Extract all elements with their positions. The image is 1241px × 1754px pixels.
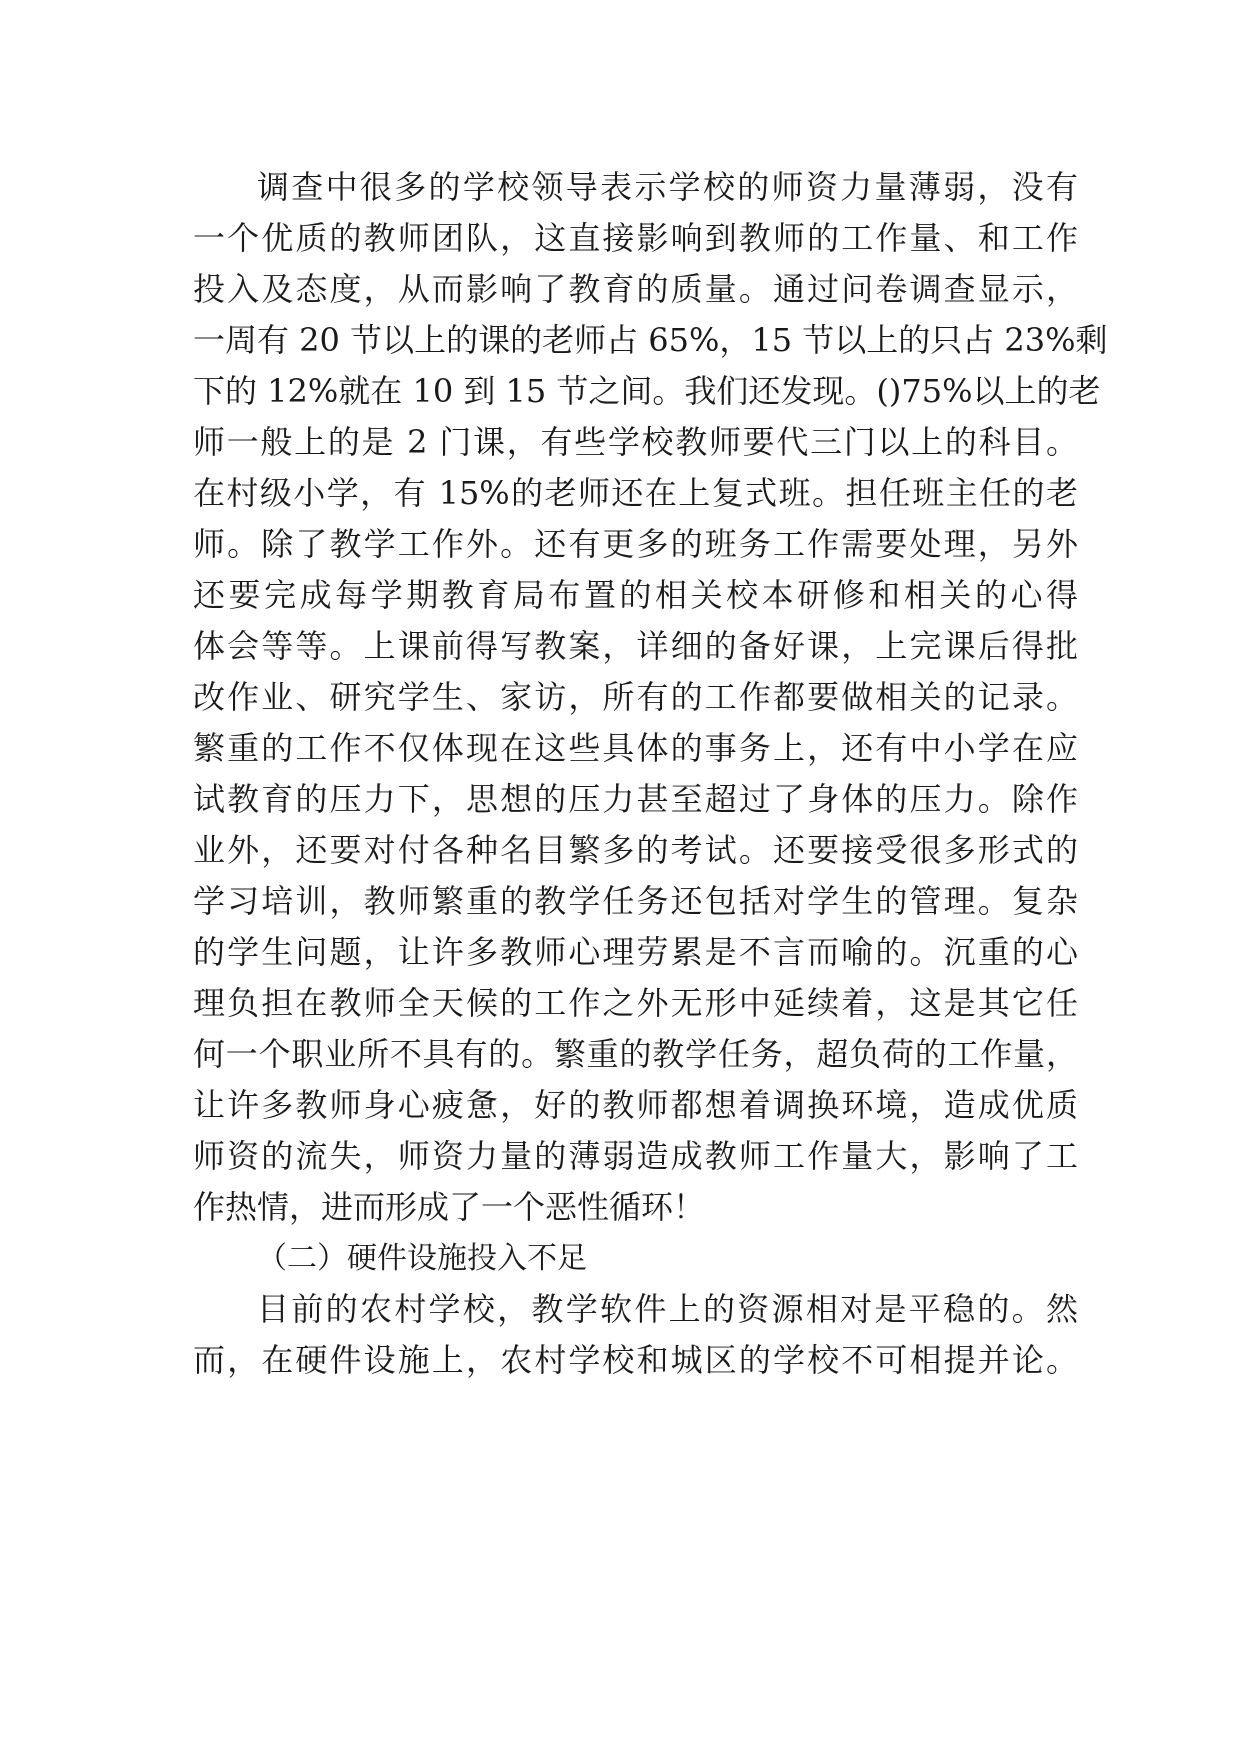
paragraph-line: 而，在硬件设施上，农村学校和城区的学校不可相提并论。 (193, 1341, 1078, 1379)
paragraph-line: 还要完成每学期教育局布置的相关校本研修和相关的心得 (193, 576, 1078, 614)
paragraph-line: 的学生问题，让许多教师心理劳累是不言而喻的。沉重的心 (193, 933, 1078, 971)
paragraph-line: 业外，还要对付各种名目繁多的考试。还要接受很多形式的 (193, 831, 1078, 869)
paragraph-line: 一个优质的教师团队，这直接影响到教师的工作量、和工作 (193, 219, 1078, 257)
paragraph-line: 理负担在教师全天候的工作之外无形中延续着，这是其它任 (193, 984, 1078, 1022)
paragraph-line: 改作业、研究学生、家访，所有的工作都要做相关的记录。 (193, 678, 1078, 716)
paragraph-line: 何一个职业所不具有的。繁重的教学任务，超负荷的工作量， (193, 1035, 1078, 1073)
paragraph-line: 在村级小学，有 15%的老师还在上复式班。担任班主任的老 (193, 474, 1078, 512)
paragraph-line: 繁重的工作不仅体现在这些具体的事务上，还有中小学在应 (193, 729, 1078, 767)
paragraph-line: 下的 12%就在 10 到 15 节之间。我们还发现。()75%以上的老 (193, 372, 1101, 410)
paragraph-line: 学习培训，教师繁重的教学任务还包括对学生的管理。复杂 (193, 882, 1078, 920)
paragraph-line: 体会等等。上课前得写教案，详细的备好课，上完课后得批 (193, 627, 1078, 665)
paragraph-line: 师资的流失，师资力量的薄弱造成教师工作量大，影响了工 (193, 1137, 1078, 1175)
paragraph-line: 作热情，进而形成了一个恶性循环！ (193, 1188, 706, 1226)
paragraph-line: 师一般上的是 2 门课，有些学校教师要代三门以上的科目。 (193, 423, 1078, 461)
document-body (193, 162, 1108, 1386)
paragraph-line: 试教育的压力下，思想的压力甚至超过了身体的压力。除作 (193, 780, 1078, 818)
paragraph-line: 一周有 20 节以上的课的老师占 65%，15 节以上的只占 23%剩 (193, 321, 1108, 359)
paragraph-line: 让许多教师身心疲惫，好的教师都想着调换环境，造成优质 (193, 1086, 1078, 1124)
section-heading: （二）硬件设施投入不足 (257, 1241, 587, 1276)
paragraph-line: 投入及态度，从而影响了教育的质量。通过问卷调查显示， (193, 270, 1078, 308)
paragraph-line: 目前的农村学校，教学软件上的资源相对是平稳的。然 (257, 1290, 1078, 1328)
paragraph-line: 师。除了教学工作外。还有更多的班务工作需要处理，另外 (193, 525, 1078, 563)
paragraph-line: 调查中很多的学校领导表示学校的师资力量薄弱，没有 (257, 168, 1078, 206)
